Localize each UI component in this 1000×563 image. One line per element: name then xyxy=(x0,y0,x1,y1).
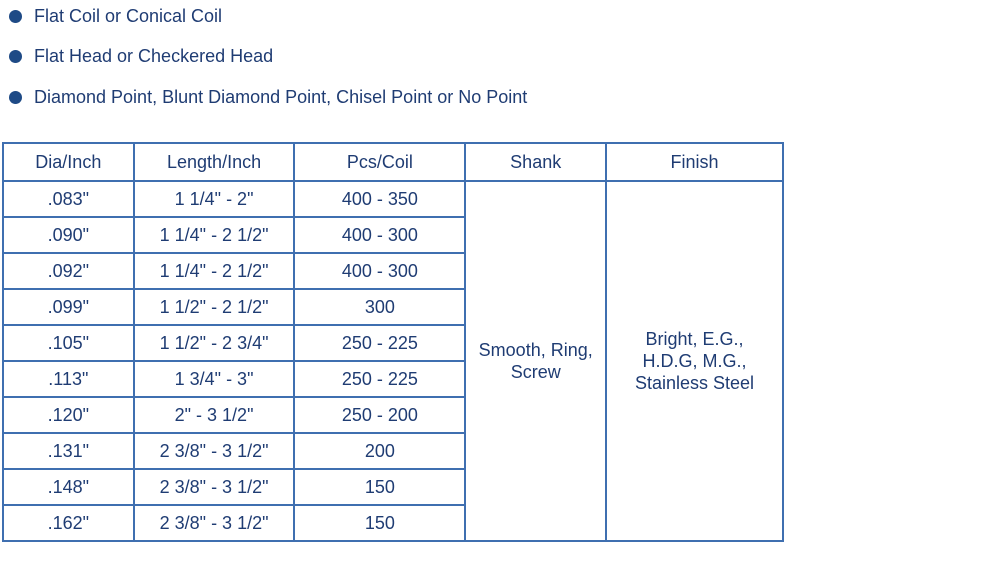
cell-shank xyxy=(465,181,606,541)
cell-dia: .131" xyxy=(3,433,134,469)
cell-pcs: 250 - 200 xyxy=(294,397,465,433)
nail-spec-table xyxy=(2,142,784,542)
cell-dia: .090" xyxy=(3,217,134,253)
header-finish: Finish xyxy=(606,143,783,181)
cell-pcs: 150 xyxy=(294,469,465,505)
cell-pcs: 400 - 300 xyxy=(294,253,465,289)
bullet-dot-icon xyxy=(9,10,22,23)
cell-dia: .105" xyxy=(3,325,134,361)
bullet-dot-icon xyxy=(9,50,22,63)
shank-line: Smooth, Ring, xyxy=(478,340,593,360)
cell-pcs: 300 xyxy=(294,289,465,325)
bullet-text: Flat Coil or Conical Coil xyxy=(34,5,223,26)
cell-length: 1 1/4" - 2 1/2" xyxy=(134,217,295,253)
cell-dia: .148" xyxy=(3,469,134,505)
cell-finish xyxy=(606,181,783,541)
bullet-text: Diamond Point, Blunt Diamond Point, Chisel Point or No Point xyxy=(34,86,528,107)
cell-length: 1 3/4" - 3" xyxy=(134,361,295,397)
bullet-item xyxy=(9,85,527,109)
cell-length: 1 1/4" - 2 1/2" xyxy=(134,253,295,289)
cell-length: 2" - 3 1/2" xyxy=(134,397,295,433)
feature-bullet-list xyxy=(9,4,527,126)
bullet-item xyxy=(9,4,527,28)
table-row xyxy=(3,181,783,217)
header-pcs: Pcs/Coil xyxy=(294,143,465,181)
shank-line: Screw xyxy=(510,362,561,382)
cell-pcs: 200 xyxy=(294,433,465,469)
header-dia: Dia/Inch xyxy=(3,143,134,181)
cell-dia: .120" xyxy=(3,397,134,433)
header-length: Length/Inch xyxy=(134,143,295,181)
bullet-item xyxy=(9,45,527,69)
cell-pcs: 150 xyxy=(294,505,465,541)
cell-dia: .083" xyxy=(3,181,134,217)
cell-dia: .099" xyxy=(3,289,134,325)
cell-pcs: 400 - 300 xyxy=(294,217,465,253)
finish-line: Bright, E.G., xyxy=(645,329,744,349)
cell-length: 2 3/8" - 3 1/2" xyxy=(134,469,295,505)
cell-dia: .092" xyxy=(3,253,134,289)
cell-length: 2 3/8" - 3 1/2" xyxy=(134,433,295,469)
cell-length: 1 1/4" - 2" xyxy=(134,181,295,217)
cell-length: 1 1/2" - 2 3/4" xyxy=(134,325,295,361)
cell-pcs: 250 - 225 xyxy=(294,361,465,397)
table-header-row xyxy=(3,143,783,181)
cell-dia: .162" xyxy=(3,505,134,541)
header-shank: Shank xyxy=(465,143,606,181)
bullet-text: Flat Head or Checkered Head xyxy=(34,46,274,66)
finish-line: Stainless Steel xyxy=(634,373,755,393)
cell-length: 1 1/2" - 2 1/2" xyxy=(134,289,295,325)
cell-dia: .113" xyxy=(3,361,134,397)
cell-pcs: 400 - 350 xyxy=(294,181,465,217)
bullet-dot-icon xyxy=(9,91,22,104)
cell-pcs: 250 - 225 xyxy=(294,325,465,361)
cell-length: 2 3/8" - 3 1/2" xyxy=(134,505,295,541)
finish-line: H.D.G, M.G., xyxy=(642,351,747,371)
